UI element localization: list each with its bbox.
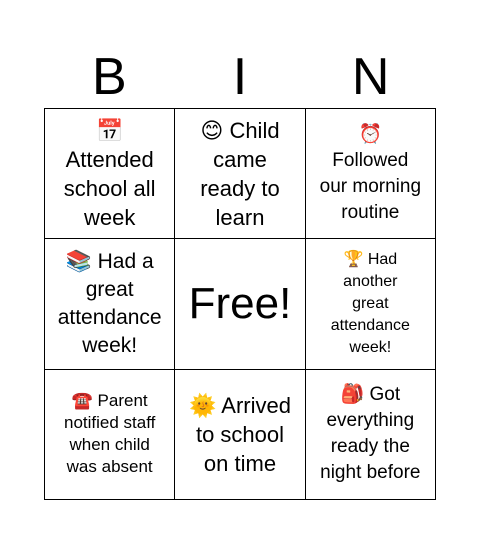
header-letter-i: I — [232, 48, 248, 106]
cell-free[interactable] — [175, 239, 305, 369]
cell-child-ready[interactable] — [175, 109, 305, 239]
cell-text: 📚 Had a great attendance week! — [57, 249, 162, 357]
cell-text: 🌞 Arrived to school on time — [189, 392, 291, 476]
header-letter-n: N — [351, 48, 390, 106]
cell-arrived-on-time[interactable] — [175, 370, 305, 500]
cell-parent-notified[interactable] — [45, 370, 175, 500]
cell-text: 🏆 Had another great attendance week! — [330, 250, 410, 356]
bingo-header — [44, 46, 436, 108]
cell-text: ⏰ Followed our morning routine — [319, 123, 422, 223]
header-letter-b: B — [91, 48, 127, 106]
cell-great-week[interactable] — [45, 239, 175, 369]
cell-text: 🎒 Got everything ready the night before — [320, 384, 421, 484]
cell-text: Free! — [188, 278, 292, 328]
cell-text: ☎️ Parent notified staff when child was absent — [63, 391, 156, 477]
cell-got-ready[interactable] — [306, 370, 436, 500]
cell-text: 😊 Child came ready to learn — [200, 117, 280, 230]
cell-attended-school[interactable] — [45, 109, 175, 239]
cell-text: 📅 Attended school all week — [63, 117, 156, 230]
bingo-grid — [44, 108, 436, 500]
cell-another-week[interactable] — [306, 239, 436, 369]
cell-morning-routine[interactable] — [306, 109, 436, 239]
